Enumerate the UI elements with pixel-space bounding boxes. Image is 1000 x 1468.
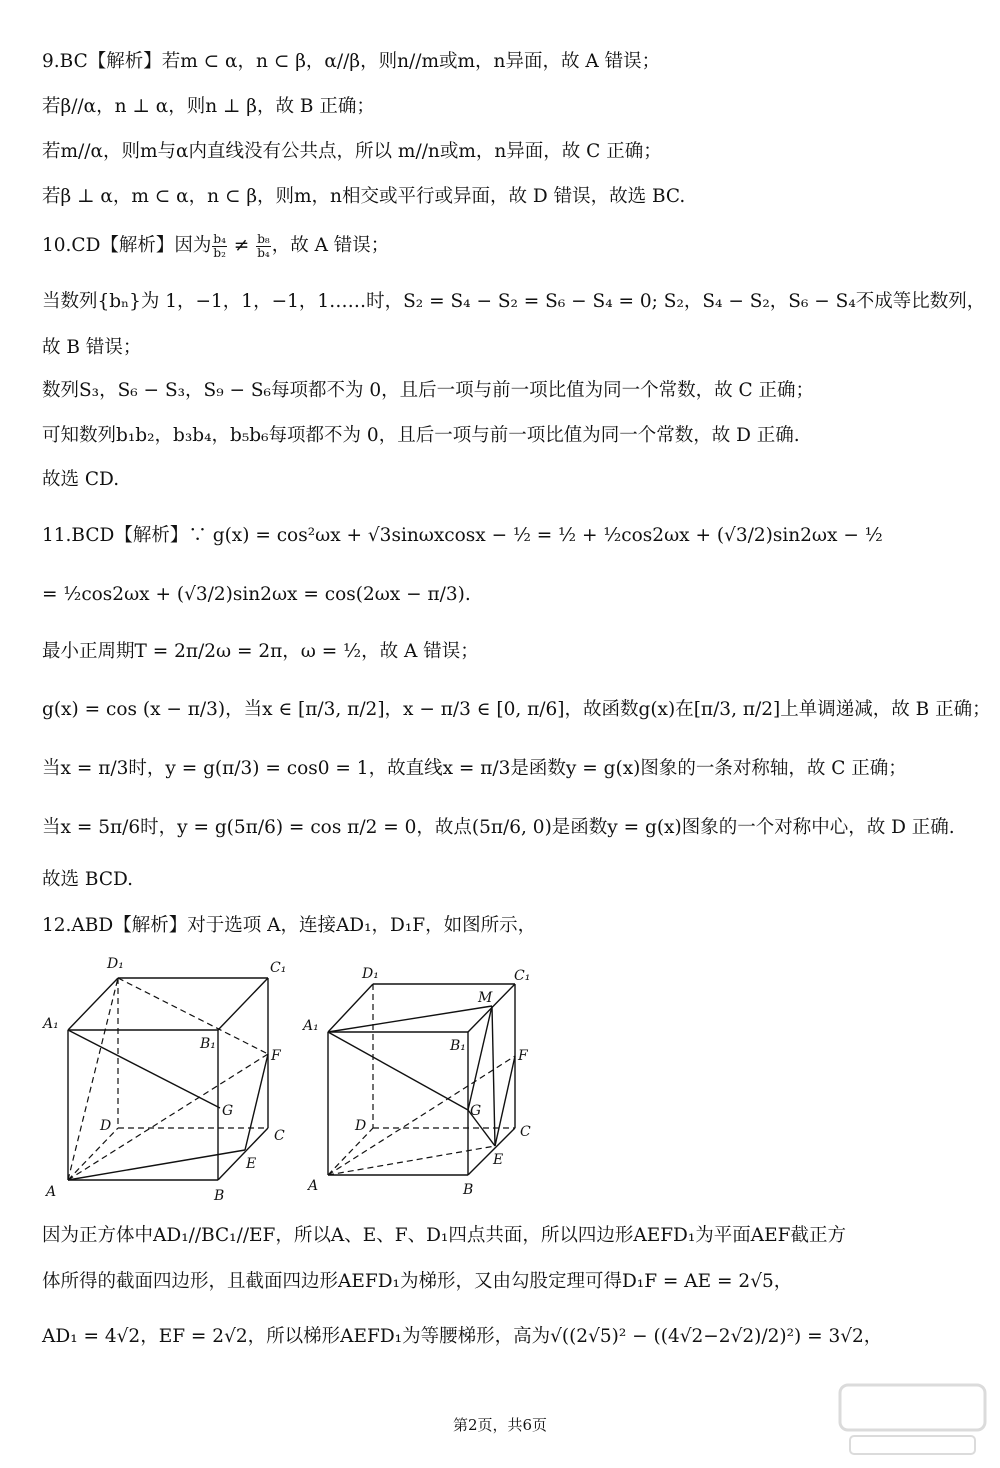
label-F: F xyxy=(271,1048,281,1064)
label-B: B xyxy=(214,1188,225,1204)
label-M: M xyxy=(478,990,493,1006)
q9-line-3: 若m//α，则m与α内直线没有公共点，所以 m//n或m，n异面，故 C 正确； xyxy=(42,141,662,162)
q12-line-4: AD₁ = 4√2，EF = 2√2，所以梯形AEFD₁为等腰梯形，高为√((2√5)² − ((4√2−2√2)/2)²) = 3√2， xyxy=(42,1326,883,1347)
label-A: A xyxy=(46,1184,57,1200)
label-B: B xyxy=(463,1182,474,1198)
q10-line-3: 故 B 错误； xyxy=(42,337,142,358)
cube-diagram-right xyxy=(300,950,560,1210)
q9-line-2: 若β//α，n ⊥ α，则n ⊥ β，故 B 正确； xyxy=(42,96,375,117)
label-F: F xyxy=(518,1048,528,1064)
q12-line-2: 因为正方体中AD₁//BC₁//EF，所以A、E、F、D₁四点共面，所以四边形AEFD₁为平面AEF截正方 xyxy=(42,1225,846,1246)
q11-line-6: 当x = 5π/6时，y = g(5π/6) = cos π/2 = 0，故点(5π/6, 0)是函数y = g(x)图象的一个对称中心，故 D 正确. xyxy=(42,817,955,838)
q11-line-1: 11.BCD【解析】∵ g(x) = cos²ωx + √3sinωxcosx − ½ = ½ + ½cos2ωx + (√3/2)sin2ωx − ½ xyxy=(42,525,883,546)
fraction: $\frac{\text{b₄}}{\text{b₂}}$ xyxy=(213,231,226,260)
q12-line-3: 体所得的截面四边形，且截面四边形AEFD₁为梯形，又由勾股定理可得D₁F = AE = 2√5， xyxy=(42,1271,793,1292)
q10-line-5: 可知数列b₁b₂，b₃b₄，b₅b₆每项都不为 0，且后一项与前一项比值为同一个常数，故 D 正确. xyxy=(42,425,800,446)
label-B1: B₁ xyxy=(450,1038,466,1054)
q11-line-3: 最小正周期T = 2π/2ω = 2π，ω = ½，故 A 错误； xyxy=(42,641,479,662)
q11-line-2: = ½cos2ωx + (√3/2)sin2ωx = cos(2ωx − π/3). xyxy=(42,584,471,605)
q12-line-1: 12.ABD【解析】对于选项 A，连接AD₁，D₁F，如图所示， xyxy=(42,915,537,936)
label-D1: D₁ xyxy=(107,956,124,972)
label-C: C xyxy=(274,1128,285,1144)
q10-line-6: 故选 CD. xyxy=(42,469,120,490)
cube-diagram-left xyxy=(40,950,300,1210)
label-C1: C₁ xyxy=(270,960,287,976)
label-E: E xyxy=(493,1152,504,1168)
label-C1: C₁ xyxy=(514,968,531,984)
label-D: D xyxy=(355,1118,367,1134)
q10-intro: 10.CD【解析】因为 xyxy=(42,235,212,256)
page-footer: 第2页，共6页 xyxy=(452,1416,548,1434)
q11-line-5: 当x = π/3时，y = g(π/3) = cos0 = 1，故直线x = π/3是函数y = g(x)图象的一条对称轴，故 C 正确； xyxy=(42,758,907,779)
q9-line-1: 9.BC【解析】若m ⊂ α，n ⊂ β，α//β，则n//m或m，n异面，故 A 错误； xyxy=(42,51,661,72)
cube-figure-left xyxy=(40,950,300,1210)
q11-line-4: g(x) = cos (x − π/3)，当x ∈ [π/3, π/2]，x − π/3 ∈ [0, π/6]，故函数g(x)在[π/3, π/2]上单调递减，故 B 正确； xyxy=(42,699,991,720)
cube-figure-right xyxy=(300,950,560,1210)
q10-line-1 xyxy=(42,232,970,260)
q10-line-2: 当数列{bₙ}为 1，−1，1，−1，1……时，S₂ = S₄ − S₂ = S₆ − S₄ = 0; S₂，S₄ − S₂，S₆ − S₄不成等比数列， xyxy=(42,291,986,312)
fraction: $\frac{\text{b₈}}{\text{b₄}}$ xyxy=(257,231,270,260)
q10-conclusion: ，故 A 错误； xyxy=(271,235,390,256)
label-A1: A₁ xyxy=(43,1016,59,1032)
q11-line-7: 故选 BCD. xyxy=(42,869,134,890)
neq-sign: ≠ xyxy=(227,235,256,256)
label-G: G xyxy=(222,1103,234,1119)
label-G: G xyxy=(470,1103,482,1119)
watermark-logo xyxy=(830,1380,995,1460)
q10-line-4: 数列S₃，S₆ − S₃，S₉ − S₆每项都不为 0，且后一项与前一项比值为同一个常数，故 C 正确； xyxy=(42,380,815,401)
label-D: D xyxy=(100,1118,112,1134)
label-A1: A₁ xyxy=(303,1018,319,1034)
label-A: A xyxy=(308,1178,319,1194)
q9-line-4: 若β ⊥ α，m ⊂ α，n ⊂ β，则m，n相交或平行或异面，故 D 错误，故选 BC. xyxy=(42,186,686,207)
label-C: C xyxy=(520,1124,531,1140)
label-E: E xyxy=(246,1156,257,1172)
label-B1: B₁ xyxy=(200,1036,216,1052)
label-D1: D₁ xyxy=(362,966,379,982)
